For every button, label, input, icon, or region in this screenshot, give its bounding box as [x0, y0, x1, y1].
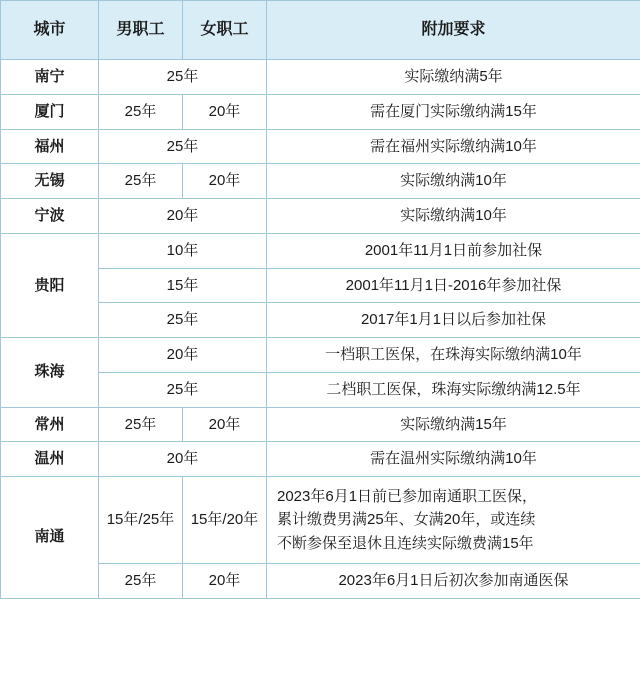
- cell-male-years: 25年: [99, 94, 183, 129]
- cell-years-combined: 15年: [99, 268, 267, 303]
- cell-male-years: 25年: [99, 563, 183, 598]
- cell-city: 贵阳: [1, 233, 99, 337]
- cell-city: 宁波: [1, 199, 99, 234]
- cell-city: 南通: [1, 477, 99, 599]
- header-female: 女职工: [183, 1, 267, 60]
- table-row: [1, 164, 640, 199]
- cell-years-combined: 20年: [99, 442, 267, 477]
- cell-female-years: 20年: [183, 164, 267, 199]
- cell-note: 实际缴纳满10年: [267, 164, 640, 199]
- cell-male-years: 25年: [99, 164, 183, 199]
- table-row: [1, 338, 640, 373]
- table-row: [1, 60, 640, 95]
- cell-city: 温州: [1, 442, 99, 477]
- table-row: [1, 129, 640, 164]
- table-row: [1, 199, 640, 234]
- cell-years-combined: 25年: [99, 372, 267, 407]
- cell-male-years: 25年: [99, 407, 183, 442]
- header-male: 男职工: [99, 1, 183, 60]
- cell-note: 2017年1月1日以后参加社保: [267, 303, 640, 338]
- cell-years-combined: 25年: [99, 60, 267, 95]
- cell-female-years: 20年: [183, 94, 267, 129]
- table-row: [1, 233, 640, 268]
- cell-note: 实际缴纳满5年: [267, 60, 640, 95]
- cell-note: 2001年11月1日-2016年参加社保: [267, 268, 640, 303]
- cell-male-years: 15年/25年: [99, 477, 183, 564]
- cell-years-combined: 25年: [99, 303, 267, 338]
- cell-note: 二档职工医保，珠海实际缴纳满12.5年: [267, 372, 640, 407]
- cell-note: 一档职工医保，在珠海实际缴纳满10年: [267, 338, 640, 373]
- header-row: [1, 1, 640, 60]
- cell-note: 2023年6月1日前已参加南通职工医保， 累计缴费男满25年、女满20年，或连续 不断参保至退休且连续实际缴费满15年: [267, 477, 640, 564]
- cell-note: 实际缴纳满10年: [267, 199, 640, 234]
- cell-note: 2023年6月1日后初次参加南通医保: [267, 563, 640, 598]
- table-header: [1, 1, 640, 60]
- cell-female-years: 15年/20年: [183, 477, 267, 564]
- cell-city: 无锡: [1, 164, 99, 199]
- cell-note: 实际缴纳满15年: [267, 407, 640, 442]
- cell-city: 厦门: [1, 94, 99, 129]
- cell-female-years: 20年: [183, 563, 267, 598]
- cell-years-combined: 20年: [99, 199, 267, 234]
- cell-city: 南宁: [1, 60, 99, 95]
- cell-city: 福州: [1, 129, 99, 164]
- table-row: [1, 477, 640, 564]
- header-city: 城市: [1, 1, 99, 60]
- table-row: [1, 407, 640, 442]
- cell-female-years: 20年: [183, 407, 267, 442]
- cell-note: 需在厦门实际缴纳满15年: [267, 94, 640, 129]
- header-note: 附加要求: [267, 1, 640, 60]
- cell-city: 常州: [1, 407, 99, 442]
- cell-years-combined: 20年: [99, 338, 267, 373]
- table-body: [1, 60, 640, 599]
- table-row: [1, 442, 640, 477]
- cell-years-combined: 25年: [99, 129, 267, 164]
- cell-years-combined: 10年: [99, 233, 267, 268]
- cell-city: 珠海: [1, 338, 99, 408]
- cell-note: 需在温州实际缴纳满10年: [267, 442, 640, 477]
- table-row: [1, 94, 640, 129]
- cell-note: 2001年11月1日前参加社保: [267, 233, 640, 268]
- cell-note: 需在福州实际缴纳满10年: [267, 129, 640, 164]
